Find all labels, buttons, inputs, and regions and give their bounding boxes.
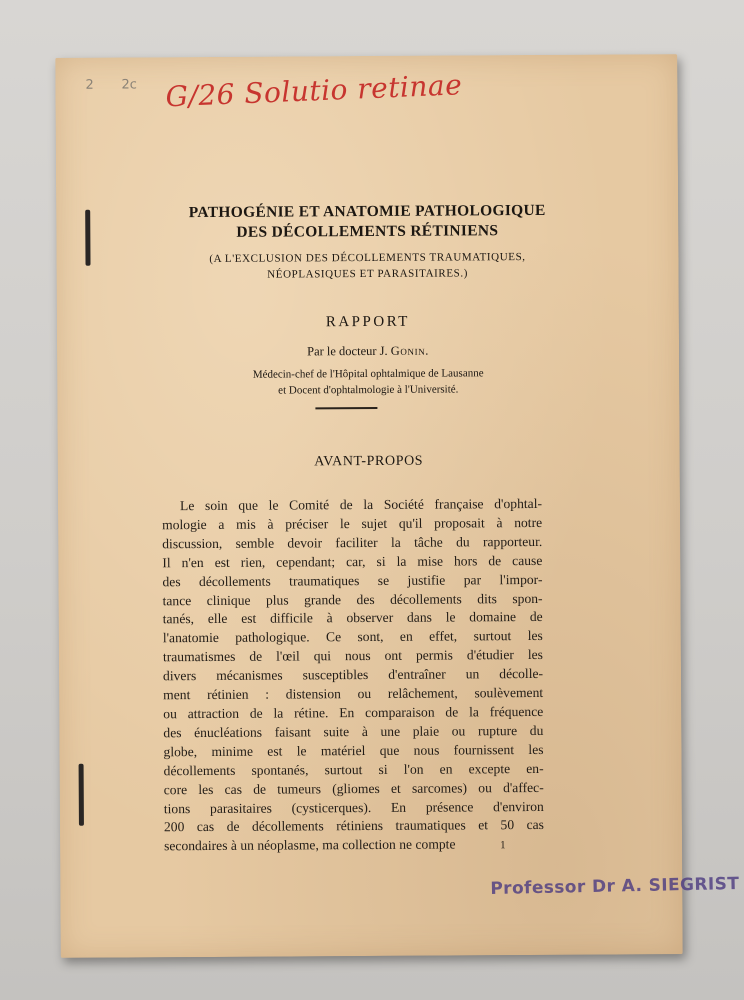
handwritten-annotation: G/26 Solutio retinae [164, 68, 463, 114]
title-line-2: DES DÉCOLLEMENTS RÉTINIENS [236, 222, 499, 241]
body-line: ou attraction de la rétine. En comparaison de la fréquence [163, 703, 544, 722]
body-line: globe, minime est le matériel que nous fournissent les [163, 741, 544, 760]
body-line: secondaires à un néoplasme, ma collection ne compte [164, 836, 456, 854]
body-line: mologie a mis à préciser le sujet qu'il proposait à notre [162, 514, 543, 533]
body-line: core les cas de tumeurs (gliomes et sarcomes) ou d'affec- [163, 779, 544, 797]
document-title [56, 200, 678, 244]
body-line: décollements spontanés, surtout si l'on en excepte en- [163, 760, 544, 778]
title-line-1: PATHOGÉNIE ET ANATOMIE PATHOLOGIQUE [188, 201, 546, 222]
body-line: l'anatomie pathologique. Ce sont, en effet, surtout les [162, 628, 543, 646]
body-line: 200 cas de décollements rétiniens traumatiques et 50 cas [163, 817, 544, 835]
body-paragraph [162, 495, 544, 857]
booklet-page [55, 54, 740, 958]
rapport-heading: RAPPORT [325, 313, 410, 331]
affiliation-line-2: et Docent d'ophtalmologie à l'Université. [278, 383, 459, 397]
body-line: discussion, semble devoir faciliter la tâche du rapporteur. [162, 533, 543, 552]
affiliation-line-1: Médecin-chef de l'Hôpital ophtalmique de Lausanne [252, 367, 484, 381]
body-line: tanés, elle est difficile à observer dans le domaine de [162, 609, 543, 627]
section-heading: AVANT-PROPOS [314, 453, 424, 470]
pencil-note-right: 2c [121, 77, 137, 93]
subtitle-line-2: NÉOPLASIQUES ET PARASITAIRES.) [267, 267, 469, 281]
body-line: des énucléations faisant suite à une plaie ou rupture du [163, 722, 544, 741]
subtitle-line-1: (A L'EXCLUSION DES DÉCOLLEMENTS TRAUMATIQUES, [209, 251, 526, 265]
body-line: tance clinique plus grande des décollements dits spon- [162, 590, 543, 608]
staple-bottom [79, 764, 84, 826]
body-line: Le soin que le Comité de la Société française d'ophtal- [179, 495, 543, 514]
body-line: Il n'en est rien, cependant; car, si la mise hors de cause [162, 552, 543, 570]
body-line: tions parasitaires (cysticerques). En présence d'environ [163, 798, 544, 816]
author-name: Gonin. [390, 343, 430, 358]
author-affiliation [57, 364, 679, 400]
body-line: des décollements traumatiques se justifie par l'impor- [162, 571, 543, 589]
section-divider [315, 407, 377, 409]
body-line: traumatismes de l'œil qui nous ont permis d'étudier les [162, 647, 543, 665]
body-line: ment rétinien : distension ou relâchement, soulèvement [163, 685, 544, 703]
author-line [57, 342, 679, 361]
author-prefix: Par le docteur J. [307, 343, 391, 359]
pencil-note-left: 2 [85, 77, 94, 93]
document-subtitle [56, 248, 678, 284]
body-line: divers mécanismes susceptibles d'entraîner un décolle- [162, 666, 544, 684]
owner-stamp: Professor Dr A. SIEGRIST [490, 874, 740, 900]
page-number: 1 [500, 839, 506, 852]
